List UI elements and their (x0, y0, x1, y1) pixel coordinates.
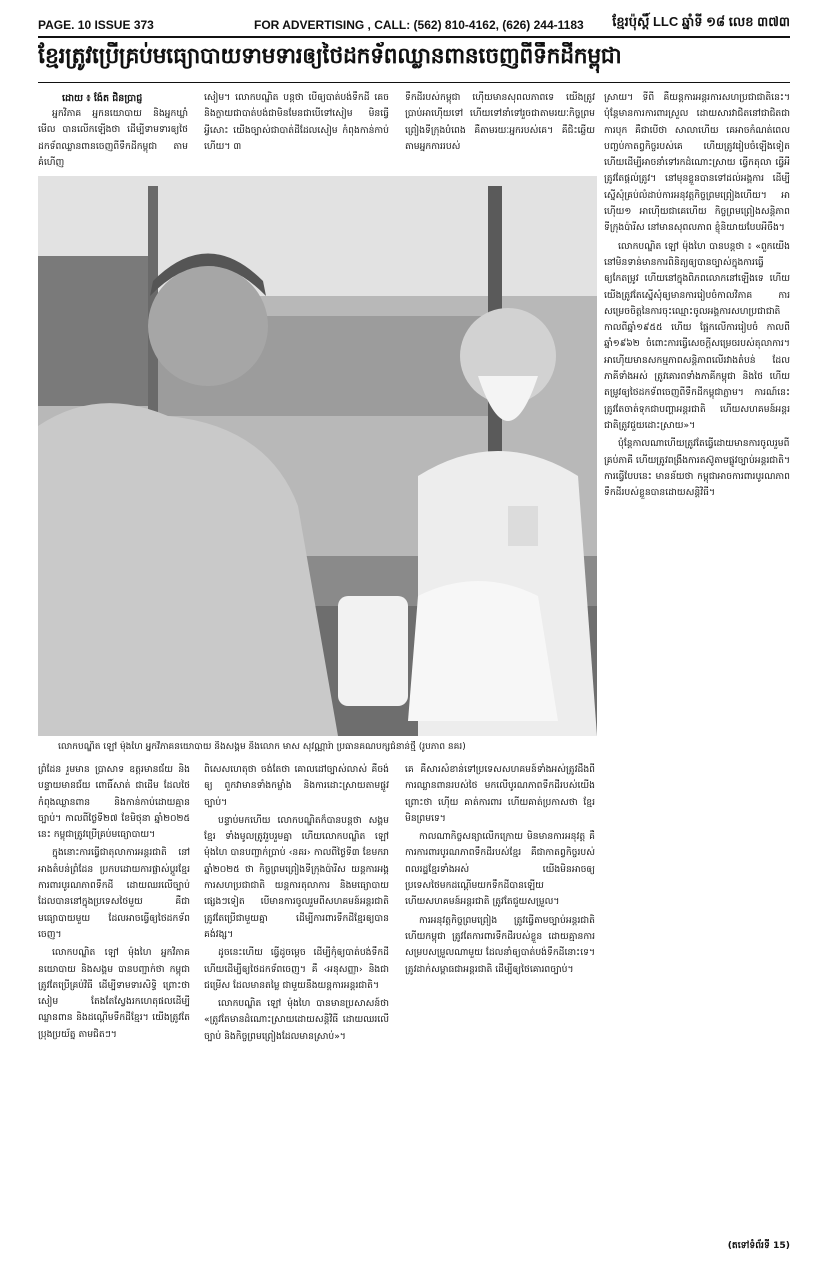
paragraph: ពិសេសហេតុថា ចង់តែថា គោលដៅច្បាស់លាស់ គឺចង់ឲ្យ ពួកវាមានទាំងកម្លាំង និងការដោះស្រាយតាមផ្លូវច្បាប់។ (204, 764, 389, 808)
paragraph: លោកបណ្ឌិត ឡៅ ម៉ុងហៃ បានមានប្រសាសន៍ថា «ត្រូវតែមានដំណោះស្រាយដោយសន្តិវិធី ដោយឈរលើច្បាប់ និងកិច្ចព្រមព្រៀងដែលមានស្រាប់»។ (204, 998, 389, 1042)
paragraph: លោកបណ្ឌិត ឡៅ ម៉ុងហៃ បានបន្តថា ៖ «ពួកយើងនៅមិនទាន់មានការពិនិត្យឲ្យបានច្បាស់ក្នុងការធ្វើឲ្យកែតម្រូវ ហើយនៅក្នុងពិភពលោកនៅឡើងទេ ហើយយើងត្រូវតែស្នើសុំឲ្យមានការរៀបចំកាលវិភាគ ការសម្រេចចិត្តនៃការចុះឈ្មោះចូលអង្គការសហប្រជាជាតិ កាលពីឆ្នាំ១៩៥៥ ហើយ ផ្អែកលើការរៀបចំ កាលពីឆ្នាំ១៩៦២ ចំពោះការធ្វើសេចក្តីសម្រេចរបស់តុលាការ។ អាហ៊ើយមានសកម្មភាពសន្តិភាពលើរវាងតំបន់ ដែលភាគីទាំងអស់ ត្រូវគោរពទាំងភាគីកម្ពុជា និងថៃ ហើយតម្រូវឲ្យថៃដកទ័ពចេញពីទឹកដីកម្ពុជាភ្លាម។ ការណ៍នេះត្រូវតែចាត់ទុកជាបញ្ហាអន្តរជាតិ ហើយសហគមន៍អន្តរជាតិត្រូវជួយដោះស្រាយ»។ (604, 240, 790, 431)
header-rule (38, 36, 790, 38)
advertising-contact: FOR ADVERTISING , CALL: (562) 810-4162, (626) 244-1183 (254, 18, 584, 32)
photo-illustration (38, 176, 597, 736)
headline: ខ្មែរត្រូវប្រើគ្រប់មធ្យោបាយទាមទារឲ្យថៃដកទ័ពឈ្លានពានចេញពីទឹកដីកម្ពុជា (38, 43, 622, 69)
page-issue: PAGE. 10 ISSUE 373 (38, 18, 154, 32)
article-photo (38, 176, 597, 736)
photo-caption: លោកបណ្ឌិត ឡៅ ម៉ុងហៃ អ្នកវិភាគនយោបាយ និងសង្គម និងលោក មាស សុវណ្ណារ៉ា ប្រធានគណបក្សជំនាន់ថ្មី (រូបភាព នគរ) (58, 742, 466, 752)
paragraph: សៀម។ លោកបណ្ឌិត បន្តថា បើឲ្យបាត់បង់ទឹកដី គេចនិងក្លាយជាបាត់បង់ជាមិនមែនជាបើទៅសៀម មិនធ្វើអ្វីសោះ យើងច្បាស់ជាបាត់ដីដែលសៀម កំពុងកាន់កាប់ហើយ។ ៣ (204, 92, 389, 152)
paragraph: លោកបណ្ឌិត ឡៅ ម៉ុងហៃ អ្នកវិភាគនយោបាយ និងសង្គម បានបញ្ជាក់ថា កម្ពុជាត្រូវតែប្រើគ្រប់វិធី ដើម្បីទាមទារសិទ្ធិ ព្រោះថា សៀម តែងតែស្វែងរកហេតុផលដើម្បីឈ្លានពាន និងដណ្តើមទឹកដីខ្មែរ។ យើងត្រូវតែប្រុងប្រយ័ត្ន តាមជិតៗ។ (38, 947, 190, 1040)
column-1-top (38, 106, 188, 172)
column-2-bottom (204, 762, 389, 1258)
paragraph: កាលណាកិច្ចសន្យាលើកក្រោយ មិនមានការអនុវត្ត គឺការការពារបូរណភាពទឹកដីរបស់ខ្មែរ គឺជាកាតព្វកិច្ចរបស់ពលរដ្ឋខ្មែរទាំងអស់ យើងមិនអាចឲ្យប្រទេសថៃមកដណ្តើមយកទឹកដីបានឡើយ ហើយសហគមន៍អន្តរជាតិ ត្រូវតែជួយសម្រួល។ (405, 831, 595, 908)
paragraph: ក្នុងនោះការធ្វើជាតុលាការអន្តរជាតិ នៅអាងតំបន់ព្រំដែន ប្រកបដោយការផ្លាស់ប្តូរខ្មែរ ការពារបូរណភាពទឹកដី ដោយឈរលើច្បាប់ ដែលបាននៅក្នុងប្រទេសថៃមួយ គឺជាមធ្យោបាយមួយ ដែលអាចធ្វើឲ្យថៃដកទ័ពចេញ។ (38, 847, 190, 940)
column-1-bottom (38, 762, 190, 1258)
column-2-top (204, 90, 389, 172)
column-3-top (405, 90, 595, 172)
paragraph: ការអនុវត្តកិច្ចព្រមព្រៀង ត្រូវធ្វើតាមច្បាប់អន្តរជាតិ ហើយកម្ពុជា ត្រូវតែការពារទឹកដីរបស់ខ្លួន ដោយគ្មានការសម្របសម្រួលណាមួយ ដែលនាំឲ្យបាត់បង់ទឹកដីនោះទេ។ ត្រូវដាក់សម្ពាធជាអន្តរជាតិ ដើម្បីឲ្យថៃគោរពច្បាប់។ (405, 914, 595, 975)
paragraph: ដូចនេះហើយ ធ្វើដូចម្តេច ដើម្បីកុំឲ្យបាត់បង់ទឹកដី ហើយដើម្បីឲ្យថៃដកទ័ពចេញ។ គឺ ‹អនុសញ្ញា› និងជាជម្រើស ដែលមានតម្លៃ ជាមួយនឹងយន្តការអន្តរជាតិ។ (204, 947, 389, 991)
headline-rule (38, 82, 790, 83)
paragraph: បន្ទាប់មកហើយ លោកបណ្ឌិតក៏បានបន្តថា សង្គមខ្មែរ ទាំងមូលត្រូវរួបរួមគ្នា ហើយលោកបណ្ឌិត ឡៅ ម៉ុងហៃ បានបញ្ជាក់ប្រាប់ ‹នគរ› កាលពីថ្ងៃទី៣ ខែមករា ឆ្នាំ២០២៥ ថា កិច្ចព្រមព្រៀងទីក្រុងប៉ារីស យន្តការអង្គការសហប្រជាជាតិ យន្តការតុលាការ និងមធ្យោបាយផ្សេងៗទៀត បើមានការចូលរួមពីសហគមន៍អន្តរជាតិ ត្រូវតែប្រើជាមួយគ្នា ដើម្បីការពារទឹកដីខ្មែរឲ្យបានគង់វង្ស។ (204, 814, 389, 940)
paragraph: ស្រាយ។ ទីពី គឺយន្តការអន្តរការសហប្រជាជាតិនេះ។ ប៉ុន្តែមានការការពារស្រួល ដោយសារវាជិតនៅជាជិតជាការបុក គឺជាបើថា សាលាហើយ គេអាចកំណត់ពេលបញ្ចប់កាតព្វកិច្ចរបស់គេ ហើយត្រូវរៀបចំឡើងទៀត ហើយដើម្បីអាចនាំទៅរកដំណោះស្រាយ ធ្វើកតុលា ធ្វើអីត្រូវតែផ្តល់ត្រូវ។ នៅមុនខ្លួនបានទៅដល់អង្គការ ដើម្បីស្នើសុំគ្រប់លំដាប់ការអនុវត្តកិច្ចព្រមព្រៀងហើយ។ អាហ៊ើយ១ អាហ៊ើយជាគេហើយ កិច្ចព្រមព្រៀងសន្តិភាពទីក្រុងប៉ារីស នៅមានសុពលភាព ខ្ញុំនិយាយបែបអីចឹង។ (604, 92, 790, 234)
masthead: ខ្មែរប៉ុស្តិ៍ LLC ឆ្នាំទី ១៨ លេខ ៣៧៣ (612, 14, 790, 29)
paragraph: ប៉ុន្តែកាលណាហើយត្រូវតែធ្វើដោយមានការចូលរួមពីគ្រប់ភាគី ហើយត្រូវពង្រឹងការតស៊ូតាមផ្លូវច្បាប់អន្តរជាតិ។ ការធ្វើបែបនេះ មានន័យថា កម្ពុជាអាចការពារបូរណភាពទឹកដីរបស់ខ្លួនបានដោយសន្តិវិធី។ (604, 438, 790, 499)
page-header (38, 14, 790, 34)
paragraph: អ្នកវិភាគ អ្នកនយោបាយ និងអ្នកឃ្លាំមើល បានលើកឡើងថា ដើម្បីទាមទារឲ្យថៃដកទ័ពឈ្លានពានចេញពីទឹកដីកម្ពុជា តាមគំហើញ (38, 108, 188, 168)
paragraph: ទឹកដីរបស់កម្ពុជា ហ៊ើយមានសុពលភាពទេ យើងត្រូវប្រាប់អាហ៊ើយទៅ ហើយទៅនាំទៅរួចជាតាមរយៈកិច្ចព្រមព្រៀងទីក្រុងបំពេង គឺតាមរយៈអ្នករបស់គេ។ គឺជិះឆ្លើយតាមអ្នកការរបស់ (405, 92, 595, 152)
column-3-bottom (405, 762, 595, 1258)
byline: ដោយ ៖ ង៉ែត ជិនប្រាជ្ញ (62, 93, 143, 104)
continued-marker: (តទៅទំព័រទី 15) (727, 1240, 790, 1251)
paragraph: ព្រំដែន រួមមាន ប្រាសាទ ឧត្តរមានជ័យ និងបន្ទាយមានជ័យ ពោធិ៍សាត់ ជាដើម ដែលថៃកំពុងឈ្លានពាន និងកាន់កាប់ដោយគ្មានច្បាប់។ កាលពីថ្ងៃទី២៧ ខែមិថុនា ឆ្នាំ២០២៥ នេះ កម្ពុជាត្រូវប្រើគ្រប់មធ្យោបាយ។ (38, 764, 190, 841)
column-4 (604, 90, 790, 1242)
paragraph: គេ គឺសារសំខាន់ទៅប្រទេសសហគមន៍ទាំងអស់ត្រូវដឹងពីការឈ្លានពានរបស់ថៃ មកលើបូរណភាពទឹកដីរបស់យើង ព្រោះថា ហ៊ើយ គាត់ការពារ ហើយគាត់ប្រកាសថា ខ្មែរមិនព្រមទេ។ (405, 764, 595, 824)
